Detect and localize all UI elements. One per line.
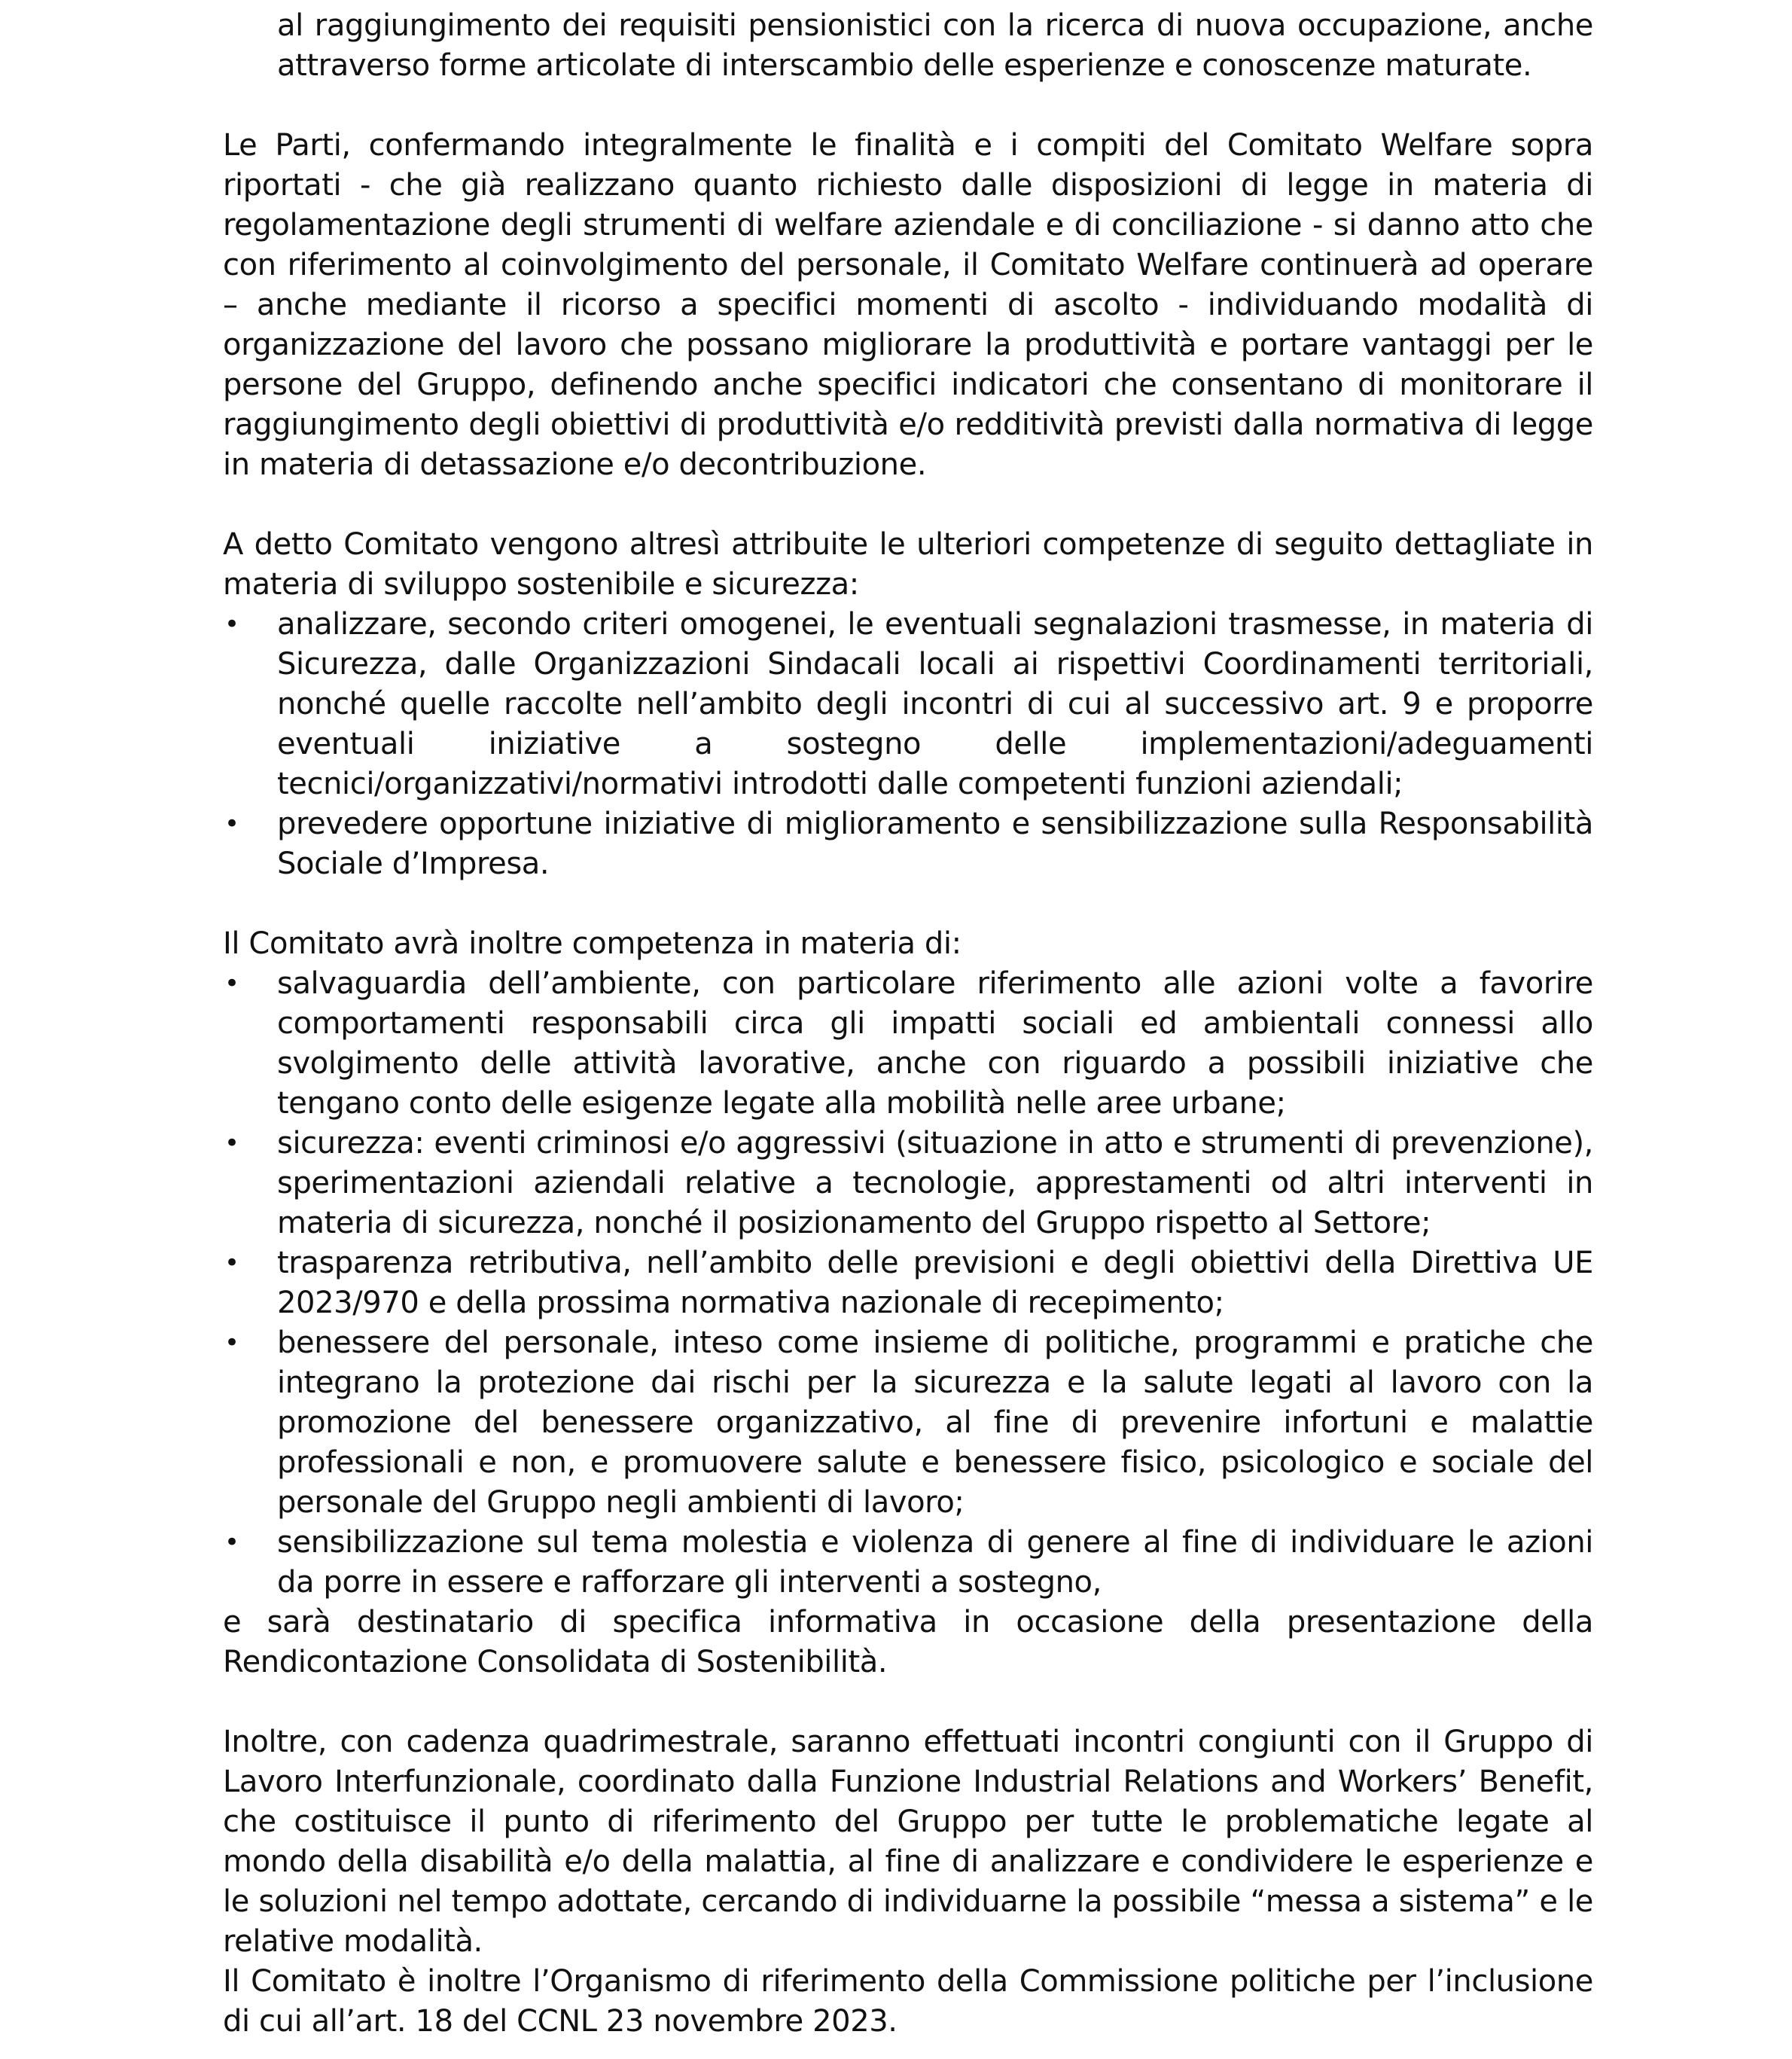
list-item	[223, 1124, 1593, 1243]
bullet-icon: •	[224, 1128, 239, 1158]
list-item	[223, 1323, 1593, 1523]
bullet-icon: •	[224, 809, 239, 839]
bullet-icon: •	[224, 968, 239, 999]
intro-continuation-paragraph: al raggiungimento dei requisiti pensionistici con la ricerca di nuova occupazione, anche attraverso forme articolate di interscambio delle esperienze e conoscenze maturate.	[277, 8, 1593, 83]
list-item	[223, 605, 1593, 804]
list-item	[223, 804, 1593, 884]
list-item	[223, 1243, 1593, 1323]
list-item-text: prevedere opportune iniziative di miglioramento e sensibilizzazione sulla Responsabilità Sociale d’Impresa.	[277, 807, 1593, 881]
document-page	[223, 6, 1593, 2042]
materie-list	[223, 964, 1593, 1603]
list-item-text: salvaguardia dell’ambiente, con particolare riferimento alle azioni volte a favorire comportamenti responsabili circa gli impatti sociali ed ambientali connessi allo svolgimento delle attività lavorative, anche con riguardo a possibili iniziative che tengano conto delle esigenze legate alla mobilità nelle aree urbane;	[277, 966, 1593, 1121]
parti-paragraph: Le Parti, confermando integralmente le finalità e i compiti del Comitato Welfare sopra riportati - che già realizzano quanto richiesto dalle disposizioni di legge in materia di regolamentazione degli strumenti di welfare aziendale e di conciliazione - si danno atto che con riferimento al coinvolgimento del personale, il Comitato Welfare continuerà ad operare – anche mediante il ricorso a specifici momenti di ascolto - individuando modalità di organizzazione del lavoro che possano migliorare la produttività e portare vantaggi per le persone del Gruppo, definendo anche specifici indicatori che consentano di monitorare il raggiungimento degli obiettivi di produttività e/o redditività previsti dalla normativa di legge in materia di detassazione e/o decontribuzione.	[223, 128, 1593, 482]
list-item	[223, 964, 1593, 1124]
list-item-text: benessere del personale, inteso come insieme di politiche, programmi e pratiche che integrano la protezione dai rischi per la sicurezza e la salute legati al lavoro con la promozione del benessere organizzativo, al fine di prevenire infortuni e malattie professionali e non, e promuovere salute e benessere fisico, psicologico e sociale del personale del Gruppo negli ambienti di lavoro;	[277, 1325, 1593, 1520]
list-item-text: trasparenza retributiva, nell’ambito delle previsioni e degli obiettivi della Direttiva UE 2023/970 e della prossima normativa nazionale di recepimento;	[277, 1246, 1593, 1320]
list-item-text: sicurezza: eventi criminosi e/o aggressivi (situazione in atto e strumenti di prevenzione), sperimentazioni aziendali relative a tecnologie, apprestamenti od altri interventi in materia di sicurezza, nonché il posizionamento del Gruppo rispetto al Settore;	[277, 1126, 1593, 1240]
bullet-icon: •	[224, 609, 239, 639]
list-item	[223, 1523, 1593, 1603]
competenze-intro-paragraph: A detto Comitato vengono altresì attribuite le ulteriori competenze di seguito dettagliate in materia di sviluppo sostenibile e sicurezza:	[223, 527, 1593, 602]
list-item-text: sensibilizzazione sul tema molestia e violenza di genere al fine di individuare le azioni da porre in essere e rafforzare gli interventi a sostegno,	[277, 1525, 1593, 1600]
bullet-icon: •	[224, 1527, 239, 1557]
incontri-paragraph: Inoltre, con cadenza quadrimestrale, saranno effettuati incontri congiunti con il Gruppo di Lavoro Interfunzionale, coordinato dalla Funzione Industrial Relations and Workers’ Benefit, che costituisce il punto di riferimento del Gruppo per tutte le problematiche legate al mondo della disabilità e/o della malattia, al fine di analizzare e condividere le esperienze e le soluzioni nel tempo adottate, cercando di individuarne la possibile “messa a sistema” e le relative modalità.	[223, 1725, 1593, 1959]
bullet-icon: •	[224, 1328, 239, 1358]
competenze-list	[223, 605, 1593, 884]
materie-intro-paragraph: Il Comitato avrà inoltre competenza in materia di:	[223, 926, 962, 961]
bullet-icon: •	[224, 1248, 239, 1278]
list-item-text: analizzare, secondo criteri omogenei, le eventuali segnalazioni trasmesse, in materia di Sicurezza, dalle Organizzazioni Sindacali locali ai rispettivi Coordinamenti territoriali, nonché quelle raccolte nell’ambito degli incontri di cui al successivo art. 9 e proporre eventuali iniziative a sostegno delle implementazioni/adeguamenti tecnici/organizzativi/normativi introdotti dalle competenti funzioni aziendali;	[277, 607, 1593, 801]
destinatario-paragraph: e sarà destinatario di specifica informativa in occasione della presentazione della Rendicontazione Consolidata di Sostenibilità.	[223, 1605, 1593, 1679]
organismo-paragraph: Il Comitato è inoltre l’Organismo di riferimento della Commissione politiche per l’inclusione di cui all’art. 18 del CCNL 23 novembre 2023.	[223, 1964, 1593, 2039]
